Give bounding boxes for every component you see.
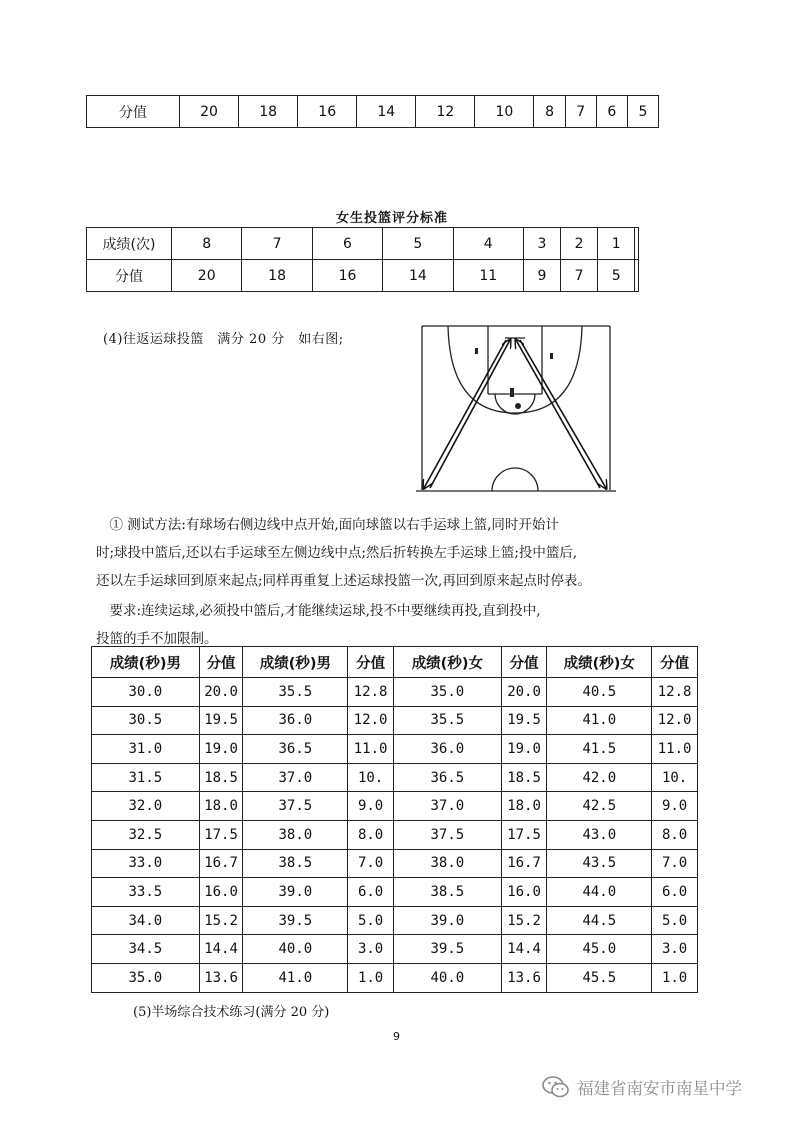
table-row — [92, 963, 698, 992]
method-line: 还以左手运球回到原来起点;同样再重复上述运球投篮一次,再回到原来起点时停表。 — [96, 573, 591, 589]
table-row — [92, 849, 698, 878]
table-cell: 36.5 — [394, 763, 502, 792]
top-score-row-group — [87, 96, 659, 128]
score-cell: 9 — [523, 260, 560, 292]
table-cell: 37.5 — [243, 792, 348, 821]
table-cell: 30.0 — [92, 678, 200, 707]
table-cell: 19.5 — [199, 706, 243, 735]
table-cell: 45.0 — [547, 935, 652, 964]
score-cell: 7 — [561, 260, 598, 292]
table-row — [87, 228, 639, 260]
table-row — [92, 820, 698, 849]
table-cell: 43.0 — [547, 820, 652, 849]
table-cell: 20.0 — [199, 678, 243, 707]
score-cell: 16 — [298, 96, 357, 128]
table-cell: 10. — [348, 763, 394, 792]
table-cell: 32.5 — [92, 820, 200, 849]
score-cell — [635, 260, 639, 292]
score-cell: 8 — [534, 96, 565, 128]
score-cell: 6 — [596, 96, 627, 128]
score-cell: 18 — [242, 260, 312, 292]
score-cell: 16 — [312, 260, 382, 292]
table-cell: 20.0 — [501, 678, 547, 707]
court-diagram — [410, 318, 620, 498]
page-number: 9 — [393, 1030, 400, 1043]
requirement-line: 要求:连续运球,必须投中篮后,才能继续运球,投不中要继续再投,直到投中, — [96, 603, 541, 619]
score-cell: 3 — [523, 228, 560, 260]
table-cell: 18.0 — [199, 792, 243, 821]
score-cell: 10 — [475, 96, 534, 128]
table-cell: 1.0 — [652, 963, 698, 992]
score-cell: 4 — [453, 228, 523, 260]
score-cell: 6 — [312, 228, 382, 260]
table-cell: 36.0 — [243, 706, 348, 735]
table-cell: 12.8 — [348, 678, 394, 707]
table-cell: 13.6 — [501, 963, 547, 992]
table-cell: 40.0 — [243, 935, 348, 964]
table-cell: 35.0 — [92, 963, 200, 992]
score-cell: 12 — [416, 96, 475, 128]
table-cell: 3.0 — [348, 935, 394, 964]
table-cell: 36.0 — [394, 735, 502, 764]
table-cell: 30.5 — [92, 706, 200, 735]
table-header-row — [92, 647, 698, 678]
table-cell: 32.0 — [92, 792, 200, 821]
table-cell: 16.7 — [199, 849, 243, 878]
score-cell: 2 — [561, 228, 598, 260]
table-cell: 38.5 — [394, 878, 502, 907]
table-cell: 38.0 — [243, 820, 348, 849]
table-cell: 35.5 — [243, 678, 348, 707]
table-row — [92, 735, 698, 764]
court-lines — [416, 326, 616, 491]
table-cell: 9.0 — [348, 792, 394, 821]
table-cell: 41.5 — [547, 735, 652, 764]
column-header: 分值 — [652, 647, 698, 678]
table-cell: 3.0 — [652, 935, 698, 964]
table-cell: 19.5 — [501, 706, 547, 735]
table-row — [92, 906, 698, 935]
table-cell: 40.5 — [547, 678, 652, 707]
method-line: 时;球投中篮后,还以右手运球至左侧边线中点;然后折转换左手运球上篮;投中篮后, — [96, 545, 578, 561]
table-cell: 41.0 — [243, 963, 348, 992]
dribble-score-table — [91, 646, 698, 993]
table-cell: 11.0 — [348, 735, 394, 764]
wechat-icon — [541, 1075, 571, 1099]
table-cell: 12.0 — [348, 706, 394, 735]
table-cell: 39.5 — [394, 935, 502, 964]
score-cell: 11 — [453, 260, 523, 292]
score-cell: 20 — [180, 96, 239, 128]
section5-heading: (5)半场综合技术练习(满分 20 分) — [133, 1005, 330, 1020]
table-cell: 31.0 — [92, 735, 200, 764]
column-header: 分值 — [199, 647, 243, 678]
column-header: 成绩(秒)女 — [394, 647, 502, 678]
table-cell: 43.5 — [547, 849, 652, 878]
table-row — [92, 935, 698, 964]
table-cell: 40.0 — [394, 963, 502, 992]
table-cell: 33.0 — [92, 849, 200, 878]
score-cell: 5 — [627, 96, 658, 128]
table-cell: 34.5 — [92, 935, 200, 964]
table-cell: 16.0 — [199, 878, 243, 907]
table-cell: 38.0 — [394, 849, 502, 878]
score-cell: 20 — [172, 260, 242, 292]
table-cell: 12.8 — [652, 678, 698, 707]
top-score-table — [86, 95, 659, 128]
column-header: 成绩(秒)女 — [547, 647, 652, 678]
table-cell: 31.5 — [92, 763, 200, 792]
table-cell: 18.5 — [199, 763, 243, 792]
table-cell: 35.5 — [394, 706, 502, 735]
table-cell: 37.5 — [394, 820, 502, 849]
table-cell: 11.0 — [652, 735, 698, 764]
table-cell: 5.0 — [652, 906, 698, 935]
table-cell: 18.0 — [501, 792, 547, 821]
score-cell: 8 — [172, 228, 242, 260]
requirement-line: 投篮的手不加限制。 — [96, 631, 218, 647]
table-cell: 7.0 — [348, 849, 394, 878]
table-cell: 15.2 — [501, 906, 547, 935]
score-cell: 14 — [357, 96, 416, 128]
score-cell: 7 — [565, 96, 596, 128]
table-cell: 6.0 — [348, 878, 394, 907]
column-header: 分值 — [501, 647, 547, 678]
table-cell: 36.5 — [243, 735, 348, 764]
table-cell: 39.0 — [394, 906, 502, 935]
table-row — [87, 96, 659, 128]
column-header: 分值 — [348, 647, 394, 678]
score-cell: 14 — [383, 260, 453, 292]
table-cell: 14.4 — [199, 935, 243, 964]
table-cell: 8.0 — [652, 820, 698, 849]
column-header: 成绩(秒)男 — [92, 647, 200, 678]
table-row — [92, 706, 698, 735]
table-cell: 19.0 — [501, 735, 547, 764]
table-cell: 7.0 — [652, 849, 698, 878]
table-cell: 37.0 — [243, 763, 348, 792]
player-marks — [475, 348, 553, 409]
section4-heading: (4)往返运球投篮 满分 20 分 如右图; — [103, 332, 344, 347]
table-cell: 1.0 — [348, 963, 394, 992]
table-cell: 16.0 — [501, 878, 547, 907]
table-cell: 39.5 — [243, 906, 348, 935]
table-cell: 9.0 — [652, 792, 698, 821]
table-cell: 45.5 — [547, 963, 652, 992]
table-cell: 19.0 — [199, 735, 243, 764]
method-line: ① 测试方法:有球场右侧边线中点开始,面向球篮以右手运球上篮,同时开始计 — [96, 517, 559, 533]
score-cell: 5 — [383, 228, 453, 260]
table-cell: 42.0 — [547, 763, 652, 792]
requirement-paragraph — [96, 597, 696, 653]
table-cell: 34.0 — [92, 906, 200, 935]
table-cell: 44.0 — [547, 878, 652, 907]
row-label-cell: 分值 — [87, 96, 180, 128]
table-row — [92, 678, 698, 707]
table-cell: 41.0 — [547, 706, 652, 735]
table-cell: 18.5 — [501, 763, 547, 792]
row-label-cell: 分值 — [87, 260, 172, 292]
table-cell: 6.0 — [652, 878, 698, 907]
table-cell: 42.5 — [547, 792, 652, 821]
score-cell: 7 — [242, 228, 312, 260]
girls-shooting-rows — [87, 228, 639, 292]
table-cell: 10. — [652, 763, 698, 792]
table-cell: 17.5 — [501, 820, 547, 849]
table-cell: 15.2 — [199, 906, 243, 935]
column-header: 成绩(秒)男 — [243, 647, 348, 678]
girls-shooting-table — [86, 227, 639, 292]
table-cell: 38.5 — [243, 849, 348, 878]
score-cell: 18 — [239, 96, 298, 128]
table-cell: 33.5 — [92, 878, 200, 907]
table-cell: 39.0 — [243, 878, 348, 907]
score-cell: 1 — [598, 228, 635, 260]
table-cell: 37.0 — [394, 792, 502, 821]
row-label-cell: 成绩(次) — [87, 228, 172, 260]
table-row — [92, 763, 698, 792]
table-cell: 14.4 — [501, 935, 547, 964]
table-row — [87, 260, 639, 292]
table-row — [92, 878, 698, 907]
score-cell — [635, 228, 639, 260]
table-cell: 8.0 — [348, 820, 394, 849]
score-cell: 5 — [598, 260, 635, 292]
watermark-text: 福建省南安市南星中学 — [577, 1079, 742, 1098]
table-cell: 5.0 — [348, 906, 394, 935]
watermark — [541, 1073, 742, 1101]
table-row — [92, 792, 698, 821]
table-cell: 44.5 — [547, 906, 652, 935]
table-cell: 17.5 — [199, 820, 243, 849]
dribble-score-rows — [92, 647, 698, 993]
table-cell: 16.7 — [501, 849, 547, 878]
test-method-paragraph — [96, 511, 696, 595]
table-cell: 12.0 — [652, 706, 698, 735]
table-cell: 13.6 — [199, 963, 243, 992]
table-cell: 35.0 — [394, 678, 502, 707]
girls-shooting-title: 女生投篮评分标准 — [336, 211, 449, 226]
